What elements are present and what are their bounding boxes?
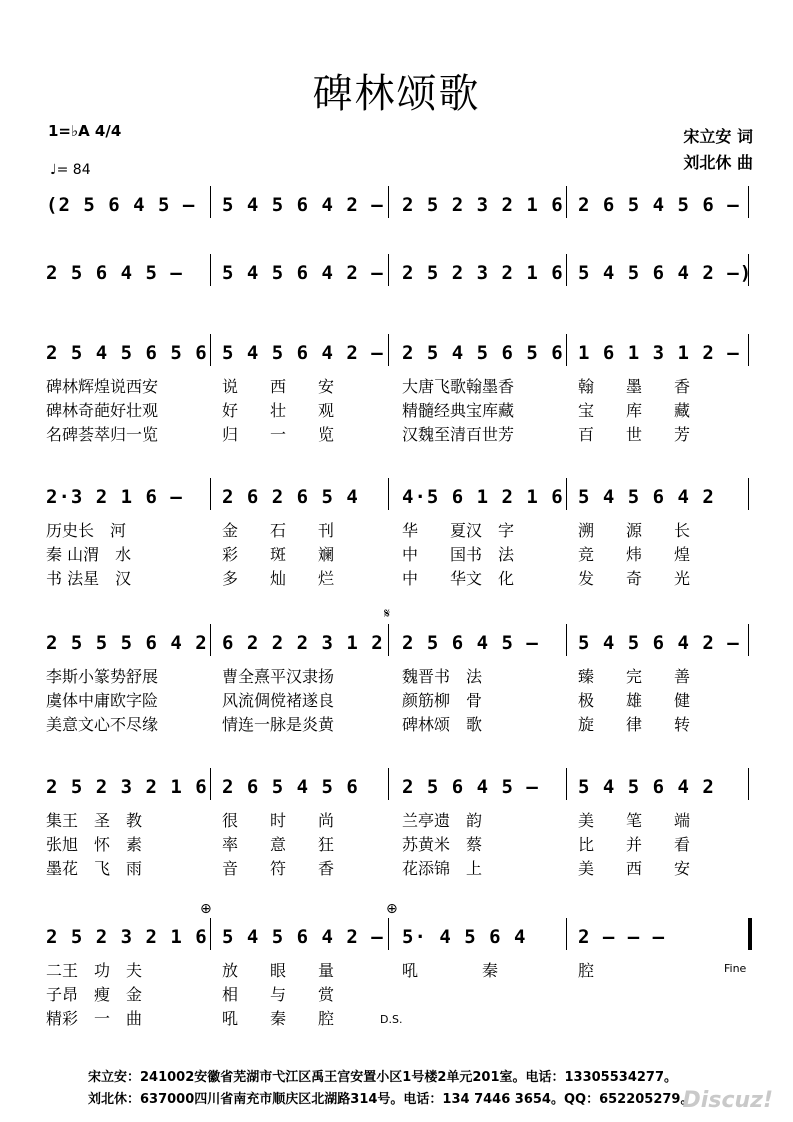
lyric-cell: 历史长 河	[46, 521, 127, 540]
lyric-verse-3	[0, 566, 793, 590]
barline	[748, 334, 749, 366]
lyric-cell: 比 并 看	[578, 835, 691, 854]
measure: 5· 4 5 6 4	[402, 926, 527, 948]
barline	[388, 918, 389, 950]
lyric-cell: 美 笔 端	[578, 811, 691, 830]
barline	[388, 478, 389, 510]
measure: 2 5 2 3 2 1 6	[46, 776, 208, 798]
lyric-cell: 彩 斑 斓	[222, 545, 335, 564]
measure: 2 5 4 5 6 5 6	[402, 342, 564, 364]
measure: 5 4 5 6 4 2 –	[578, 632, 740, 654]
lyric-cell: 名碑荟萃归一览	[46, 425, 159, 444]
measure: 2·3 2 1 6 –	[46, 486, 183, 508]
lyric-cell: 臻 完 善	[578, 667, 691, 686]
song-title: 碑林颂歌	[312, 71, 481, 117]
lyric-cell: 颜筋柳 骨	[402, 691, 483, 710]
measure: (2 5 6 4 5 –	[46, 194, 196, 216]
lyric-cell: 极 雄 健	[578, 691, 691, 710]
lyric-cell: 发 奇 光	[578, 569, 691, 588]
lyric-cell: 相 与 赏	[222, 985, 335, 1004]
measure: 5 4 5 6 4 2 –	[222, 342, 384, 364]
barline	[388, 624, 389, 656]
barline	[566, 334, 567, 366]
lyric-verse-1	[0, 958, 793, 982]
lyric-cell: 集王 圣 教	[46, 811, 143, 830]
measure: 2 5 6 4 5 –	[402, 776, 539, 798]
measure: 2 5 2 3 2 1 6	[46, 926, 208, 948]
composer: 刘北休 曲	[683, 153, 753, 172]
lyric-cell: 大唐飞歌翰墨香	[402, 377, 515, 396]
barline	[566, 918, 567, 950]
lyric-verse-1	[0, 664, 793, 688]
lyric-cell: 音 符 香	[222, 859, 335, 878]
lyric-cell: 二王 功 夫	[46, 961, 143, 980]
footer-line-2: 刘北休：637000四川省南充市顺庆区北湖路314号。电话：134 7446 3654。QQ：652205279。	[88, 1092, 694, 1107]
barline	[748, 768, 749, 800]
measure: 6 2 2 2 3 1 2	[222, 632, 384, 654]
lyric-cell: 腔	[578, 961, 595, 980]
lyric-cell: 魏晋书 法	[402, 667, 483, 686]
measure: 2 6 5 4 5 6	[222, 776, 359, 798]
lyric-verse-2	[0, 982, 793, 1006]
lyric-verse-2	[0, 398, 793, 422]
measure: 2 5 4 5 6 5 6	[46, 342, 208, 364]
lyric-cell: 李斯小篆势舒展	[46, 667, 159, 686]
lyric-verse-1	[0, 808, 793, 832]
staff-system-5	[0, 628, 793, 658]
key-signature: 1=♭A 4/4	[48, 122, 122, 140]
lyric-cell: 归 一 览	[222, 425, 335, 444]
barline	[748, 254, 749, 286]
lyric-cell: 子昂 瘦 金	[46, 985, 143, 1004]
measure: 2 5 2 3 2 1 6	[402, 194, 564, 216]
barline	[210, 478, 211, 510]
footer-contact	[88, 1068, 693, 1110]
lyric-verse-1	[0, 374, 793, 398]
lyric-cell: 苏黄米 蔡	[402, 835, 483, 854]
lyric-cell: 秦 山渭 水	[46, 545, 132, 564]
barline	[566, 768, 567, 800]
measure: 2 5 5 5 6 4 2	[46, 632, 208, 654]
credits	[683, 124, 753, 176]
measure: 5 4 5 6 4 2 –	[222, 194, 384, 216]
lyric-verse-3	[0, 712, 793, 736]
lyric-cell: 多 灿 烂	[222, 569, 335, 588]
lyric-cell: 竞 炜 煌	[578, 545, 691, 564]
lyric-cell: 碑林辉煌说西安	[46, 377, 159, 396]
coda-mark-1: ⊕	[200, 901, 212, 917]
barline	[388, 254, 389, 286]
lyric-cell: 精彩 一 曲	[46, 1009, 143, 1028]
measure: 5 4 5 6 4 2 –	[222, 926, 384, 948]
lyric-cell: 放 眼 量	[222, 961, 335, 980]
measure: 2 6 5 4 5 6 –	[578, 194, 740, 216]
lyric-cell: 汉魏至清百世芳	[402, 425, 515, 444]
tempo-mark: ♩= 84	[50, 162, 91, 178]
barline	[210, 186, 211, 218]
lyric-cell: 兰亭遗 韵	[402, 811, 483, 830]
lyric-cell: 精髓经典宝库藏	[402, 401, 515, 420]
lyric-verse-2	[0, 688, 793, 712]
lyric-cell: 华 夏汉 字	[402, 521, 515, 540]
lyric-cell: 宝 库 藏	[578, 401, 691, 420]
staff-system-4	[0, 482, 793, 512]
barline	[210, 768, 211, 800]
barline	[388, 334, 389, 366]
barline	[210, 254, 211, 286]
lyric-cell: 书 法星 汉	[46, 569, 132, 588]
measure: 5 4 5 6 4 2 –)	[578, 262, 753, 284]
lyric-cell: 美意文心不尽缘	[46, 715, 159, 734]
lyric-verse-3	[0, 422, 793, 446]
barline	[210, 334, 211, 366]
lyric-cell: 吼 秦	[402, 961, 499, 980]
lyric-cell: 好 壮 观	[222, 401, 335, 420]
lyricist: 宋立安 词	[683, 127, 753, 146]
lyric-cell: 虞体中庸欧字险	[46, 691, 159, 710]
lyric-cell: 曹全熹平汉隶扬	[222, 667, 335, 686]
measure: 2 6 2 6 5 4	[222, 486, 359, 508]
staff-system-1	[0, 190, 793, 220]
barline	[748, 186, 749, 218]
lyric-cell: 张旭 怀 素	[46, 835, 143, 854]
barline	[748, 918, 752, 950]
barline	[566, 478, 567, 510]
lyric-cell: 碑林颂 歌	[402, 715, 483, 734]
lyric-cell: 说 西 安	[222, 377, 335, 396]
barline	[566, 624, 567, 656]
barline	[210, 918, 211, 950]
lyric-cell: 金 石 刊	[222, 521, 335, 540]
staff-system-7	[0, 922, 793, 952]
lyric-cell: 情连一脉是炎黄	[222, 715, 335, 734]
barline	[566, 254, 567, 286]
measure: 5 4 5 6 4 2	[578, 486, 715, 508]
measure: 2 5 6 4 5 –	[402, 632, 539, 654]
lyric-cell: 百 世 芳	[578, 425, 691, 444]
fine-mark: Fine	[724, 962, 747, 975]
lyric-cell: 翰 墨 香	[578, 377, 691, 396]
measure: 2 5 2 3 2 1 6	[402, 262, 564, 284]
lyric-cell: 碑林奇葩好壮观	[46, 401, 159, 420]
lyric-cell: 花添锦 上	[402, 859, 483, 878]
staff-system-2	[0, 258, 793, 288]
watermark-logo: Discuz!	[682, 1088, 773, 1113]
lyric-verse-2	[0, 832, 793, 856]
footer-line-1: 宋立安：241002安徽省芜湖市弋江区禹王宫安置小区1号楼2单元201室。电话：13305534277。	[88, 1070, 677, 1085]
lyric-cell: 旋 律 转	[578, 715, 691, 734]
barline	[748, 478, 749, 510]
ds-mark: D.S.	[380, 1013, 403, 1026]
lyric-verse-1	[0, 518, 793, 542]
barline	[748, 624, 749, 656]
measure: 4·5 6 1 2 1 6	[402, 486, 564, 508]
barline	[566, 186, 567, 218]
barline	[388, 186, 389, 218]
lyric-cell: 溯 源 长	[578, 521, 691, 540]
lyric-cell: 墨花 飞 雨	[46, 859, 143, 878]
measure: 2 5 6 4 5 –	[46, 262, 183, 284]
staff-system-6	[0, 772, 793, 802]
segno-mark: 𝄋	[384, 606, 391, 622]
barline	[388, 768, 389, 800]
staff-system-3	[0, 338, 793, 368]
lyric-cell: 很 时 尚	[222, 811, 335, 830]
lyric-cell: 中 华文 化	[402, 569, 515, 588]
measure: 2 – – –	[578, 926, 666, 948]
lyric-cell: 率 意 狂	[222, 835, 335, 854]
lyric-cell: 风流倜傥褚遂良	[222, 691, 335, 710]
coda-mark-2: ⊕	[386, 901, 398, 917]
lyric-cell: 中 国书 法	[402, 545, 515, 564]
measure: 5 4 5 6 4 2 –	[222, 262, 384, 284]
lyric-verse-2	[0, 542, 793, 566]
lyric-cell: 美 西 安	[578, 859, 691, 878]
lyric-verse-3	[0, 856, 793, 880]
measure: 5 4 5 6 4 2	[578, 776, 715, 798]
measure: 1 6 1 3 1 2 –	[578, 342, 740, 364]
lyric-cell: 吼 秦 腔	[222, 1009, 335, 1028]
barline	[210, 624, 211, 656]
